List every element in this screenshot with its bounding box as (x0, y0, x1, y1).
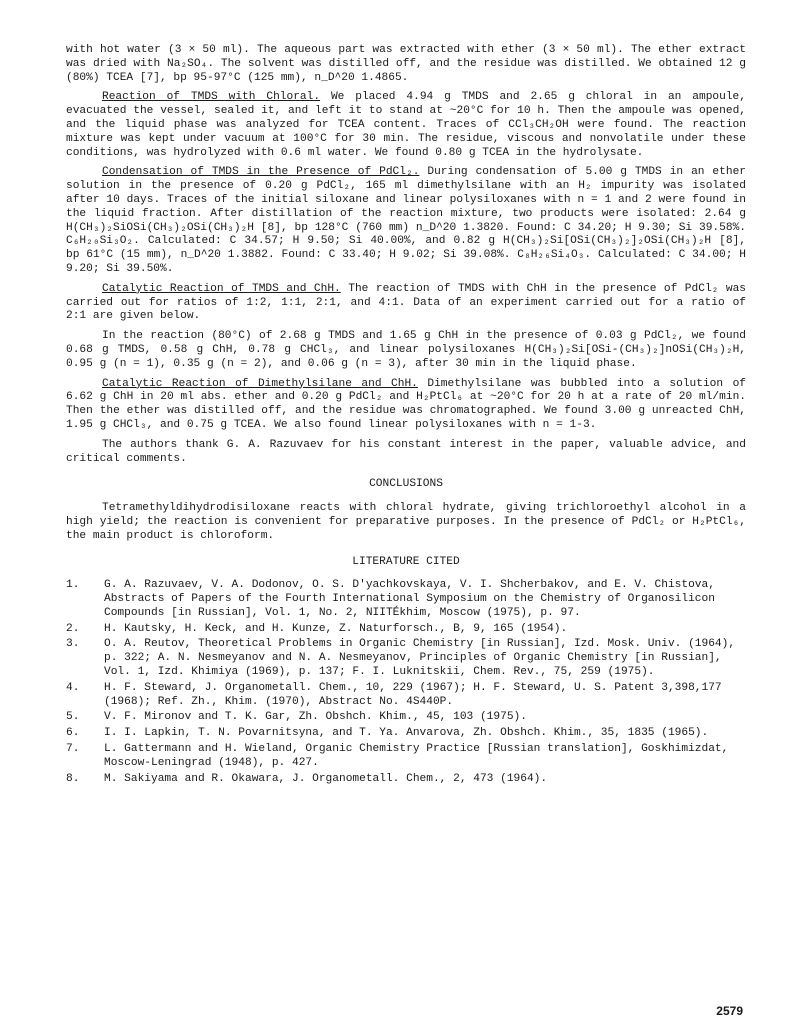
reference-text: M. Sakiyama and R. Okawara, J. Organometall. Chem., 2, 473 (1964). (104, 772, 548, 785)
reference-number: 3. (66, 638, 80, 651)
paragraph-text: The authors thank G. A. Razuvaev for his constant interest in the paper, valuable advice, and critical comments. (66, 438, 746, 465)
reference-text: H. Kautsky, H. Keck, and H. Kunze, Z. Naturforsch., B, 9, 165 (1954). (104, 622, 568, 635)
reference-item (66, 682, 746, 710)
reference-item (66, 579, 746, 620)
paragraph-text: Dimethylsilane was bubbled into a solution of 6.62 g ChH in 20 ml abs. ether and 0.20 g PdCl₂ and H₂PtCl₆ at ~20°C for 20 h at a rate of 20 ml/min. Then the ether was distilled off, and the residue was chromatographed. We found 3.00 g unreacted ChH, 1.95 g CHCl₃, and 0.75 g TCEA. We also found linear polysiloxanes with n = 1-3. (66, 377, 746, 431)
reference-item (66, 773, 746, 787)
paragraph-text: with hot water (3 × 50 ml). The aqueous part was extracted with ether (3 × 50 ml). The ether extract was dried with Na₂SO₄. The solvent was distilled off, and the residue was distilled. We obtained 12 g (80%) TCEA [7], bp 95-97°C (125 mm), n_D^20 1.4865. (66, 44, 746, 84)
paragraph-text: During condensation of 5.00 g TMDS in an ether solution in the presence of 0.20 g PdCl₂, 165 ml dimethylsilane with an H₂ impurity was isolated after 10 days. Traces of the initial siloxane and linear polysiloxanes with n = 1 and 2 were found in the liquid fraction. After distillation of the reaction mixture, two products were isolated: 2.64 g H(CH₃)₂SiOSi(CH₃)₂OSi(CH₃)₂H [8], bp 128°C (760 mm) n_D^20 1.3820. Found: C 34.20; H 9.30; Si 39.58%. C₆H₂₀Si₃O₂. Calculated: C 34.57; H 9.50; Si 40.00%, and 0.82 g H(CH₃)₂Si[OSi(CH₃)₂]₂OSi(CH₃)₂H [8], bp 61°C (15 mm), n_D^20 1.3882. Found: C 33.40; H 9.02; Si 39.08%. C₈H₂₆Si₄O₃. Calculated: C 34.00; H 9.20; Si 39.50%. (66, 166, 746, 275)
reference-number: 1. (66, 579, 80, 592)
document-body (66, 44, 746, 788)
section-heading: Reaction of TMDS with Chloral. (102, 91, 321, 104)
section-heading: Catalytic Reaction of Dimethylsilane and ChH. (102, 377, 418, 390)
paragraph-text: In the reaction (80°C) of 2.68 g TMDS and 1.65 g ChH in the presence of 0.03 g PdCl₂, we found 0.68 g TMDS, 0.58 g ChH, 0.78 g CHCl₃, and linear polysiloxanes H(CH₃)₂Si[OSi-(CH₃)₂]nOSi(CH₃)₂H, 0.95 g (n = 1), 0.35 g (n = 2), and 0.06 g (n = 3), after 30 min in the liquid phase. (66, 330, 746, 370)
paragraph-condensation (66, 166, 746, 276)
paragraph-text: We placed 4.94 g TMDS and 2.65 g chloral in an ampoule, evacuated the vessel, sealed it, and left it to stand at ~20°C for 10 h. Then the ampoule was opened, and the liquid phase was analyzed for TCEA content. Traces of CCl₃CH₂OH were found. The reaction mixture was kept under vacuum at 100°C for 30 min. The residue, viscous and nonvolatile under these conditions, was hydrolyzed with 0.6 ml water. We found 0.80 g TCEA in the hydrolysate. (66, 91, 746, 159)
section-heading: Condensation of TMDS in the Presence of PdCl₂. (102, 166, 420, 179)
reference-item (66, 727, 746, 741)
paragraph-tmds-chloral (66, 91, 746, 160)
reference-item (66, 743, 746, 771)
paragraph-catalytic-tmds (66, 283, 746, 324)
reference-list (66, 579, 746, 786)
reference-number: 4. (66, 681, 80, 694)
reference-text: H. F. Steward, J. Organometall. Chem., 10, 229 (1967); H. F. Steward, U. S. Patent 3,398,177 (1968); Ref. Zh., Khim. (1970), Abstract No. 4S440P. (104, 681, 722, 708)
reference-item (66, 638, 746, 679)
reference-item (66, 623, 746, 637)
reference-text: O. A. Reutov, Theoretical Problems in Organic Chemistry [in Russian], Izd. Mosk. Univ. (1964), p. 322; A. N. Nesmeyanov and N. A. Nesmeyanov, Principles of Organic Chemistry [in Russian], Vol. 1, Izd. Khimiya (1969), p. 137; F. I. Luknitskii, Chem. Rev., 75, 259 (1975). (104, 638, 736, 679)
conclusions-text: Tetramethyldihydrodisiloxane reacts with chloral hydrate, giving trichloroethyl alcohol in a high yield; the reaction is convenient for preparative purposes. In the presence of PdCl₂ or H₂PtCl₆, the main product is chloroform. (66, 502, 746, 542)
paragraph-text: The reaction of TMDS with ChH in the presence of PdCl₂ was carried out for ratios of 1:2, 1:1, 2:1, and 4:1. Data of an experiment carried out for a ratio of 2:1 are given below. (66, 282, 746, 323)
reference-number: 5. (66, 711, 80, 724)
reference-item (66, 711, 746, 725)
reference-number: 8. (66, 772, 80, 785)
literature-heading: LITERATURE CITED (352, 555, 460, 568)
section-heading: Catalytic Reaction of TMDS and ChH. (102, 282, 341, 295)
reference-number: 2. (66, 622, 80, 635)
paragraph-reaction-details (66, 330, 746, 371)
reference-text: V. F. Mironov and T. K. Gar, Zh. Obshch. Khim., 45, 103 (1975). (104, 711, 527, 724)
reference-text: L. Gattermann and H. Wieland, Organic Chemistry Practice [Russian translation], Goskhimizdat, Moscow-Leningrad (1948), p. 427. (104, 743, 729, 769)
paragraph-acknowledgment (66, 439, 746, 467)
paragraph-continuation (66, 44, 746, 85)
reference-text: G. A. Razuvaev, V. A. Dodonov, O. S. D'yachkovskaya, V. I. Shcherbakov, and E. V. Chistova, Abstracts of Papers of the Fourth International Symposium on the Chemistry of Organosilicon Compounds [in Russian], Vol. 1, No. 2, NIITÉkhim, Moscow (1975), p. 97. (104, 579, 715, 619)
reference-number: 7. (66, 743, 80, 756)
conclusions-heading: CONCLUSIONS (369, 478, 443, 491)
reference-number: 6. (66, 727, 80, 740)
reference-text: I. I. Lapkin, T. N. Povarnitsyna, and T. Ya. Anvarova, Zh. Obshch. Khim., 35, 1835 (1965). (104, 727, 709, 740)
page-number: 2579 (716, 1004, 743, 1018)
paragraph-catalytic-dimethylsilane (66, 378, 746, 433)
